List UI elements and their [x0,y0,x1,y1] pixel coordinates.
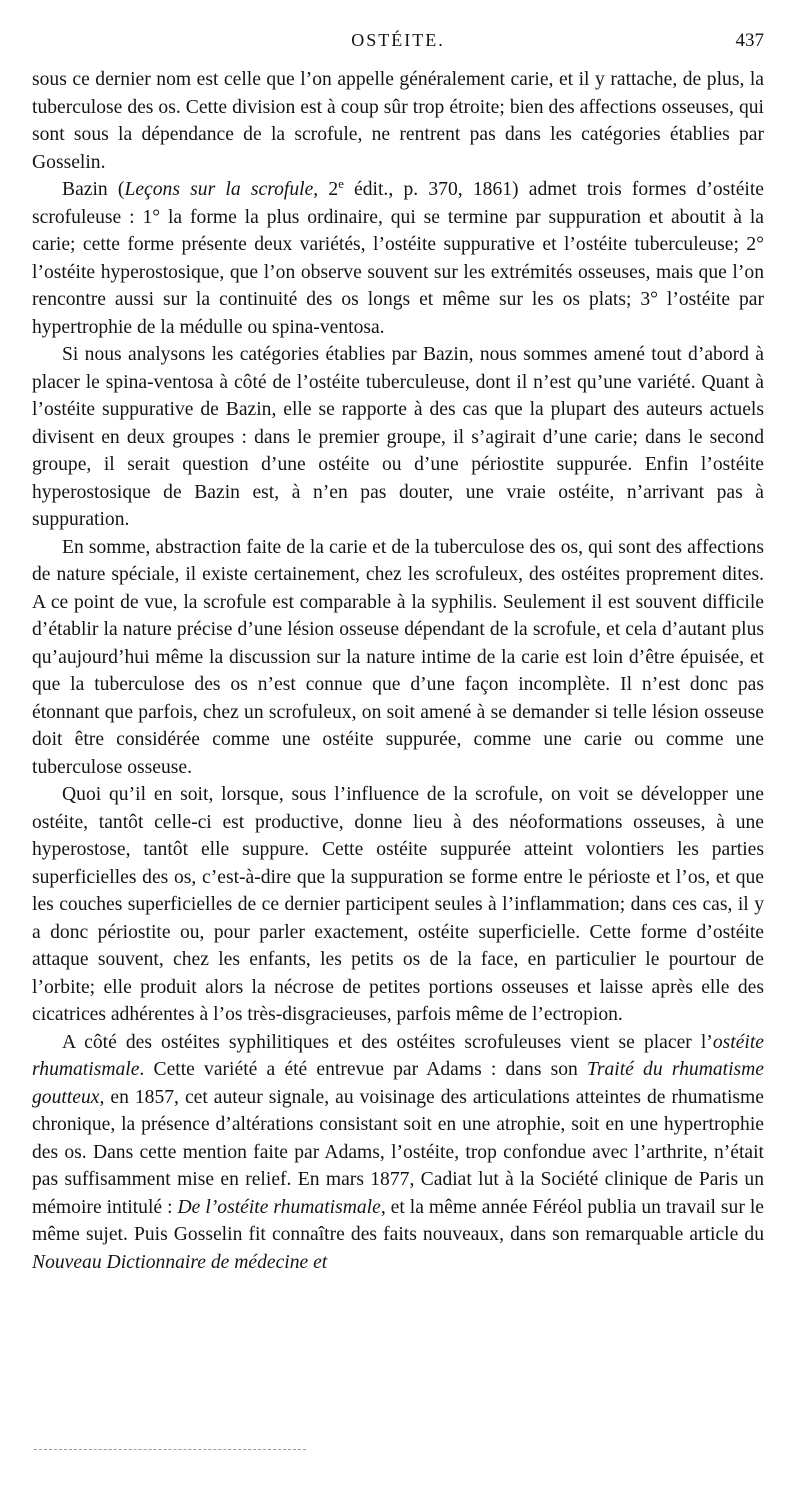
paragraph [32,176,764,341]
text-run: , et la même année Féréol publia un travail sur le même sujet. Puis Gosselin fit connaître des faits nouveaux, dans son remarquable article du [32,1196,764,1245]
body-text [32,66,764,1276]
paragraph [32,341,764,534]
italic-text: ostéite rhumatismale [32,1031,764,1080]
text-run: . Cette variété a été entrevue par Adams : dans son [139,1059,588,1080]
text-run: Bazin ( [62,179,125,200]
text-run: sous ce dernier nom est celle que l’on appelle généralement carie, et il y rattache, de plus, la tuberculose des os. Cette division est à coup sûr trop étroite; bien des affections osseuses, qui sont sous la dépendance de la scrofule, ne rentrent pas dans les catégories établies par Gosselin. [32,69,764,173]
text-run: A côté des ostéites syphilitiques et des ostéites scrofuleuses vient se placer l’ [62,1031,713,1053]
text-run: Si nous analysons les catégories établies par Bazin, nous sommes amené tout d’abord à placer le spina-ventosa à côté de l’ostéite tuberculeuse, dont il n’est qu’une variété. Quant à l’ostéite suppurative de Bazin, elle se rapporte à des cas que la plupart des auteurs actuels divisent en deux groupes : dans le premier groupe, il s’agirait d’une carie; dans le second groupe, il serait question d’une ostéite ou d’une périostite suppurée. Enfin l’ostéite hyperostosique de Bazin est, à n’en pas douter, une vraie ostéite, n’arrivant pas à suppuration. [32,344,764,530]
italic-text: Traité du rhumatisme goutteux [32,1059,765,1108]
paragraph [32,534,764,782]
running-title: OSTÉITE. [351,30,445,50]
superscript: e [338,177,344,191]
paragraph [32,1029,764,1277]
paragraph [32,781,764,1029]
italic-text: De l’ostéite rhumatismale [177,1196,381,1218]
paragraph [32,66,764,176]
text-run: édit., p. 370, 1861) admet trois formes d’ostéite scrofuleuse : 1° la forme la plus ordinaire, qui se termine par suppuration et aboutit à la carie; cette forme présente deux variétés, l’ostéite suppurative et l’ostéite tuberculeuse; 2° l’ostéite hyperostosique, que l’on observe souvent sur les extrémités osseuses, mais que l’on rencontre aussi sur la continuité des os longs et même sur les os plats; 3° l’ostéite par hypertrophie de la médulle ou spina-ventosa. [32,179,764,338]
page-header [32,30,764,56]
footer-rule [34,1449,306,1450]
text-run: , 2 [313,179,339,200]
text-run: En somme, abstraction faite de la carie et de la tuberculose des os, qui sont des affections de nature spéciale, il existe certainement, chez les scrofuleux, des ostéites proprement dites. A ce point de vue, la scrofule est comparable à la syphilis. Seulement il est souvent difficile d’établir la nature précise d’une lésion osseuse dépendant de la scrofule, et cela d’autant plus qu’aujourd’hui même la discussion sur la nature intime de la carie est loin d’être épuisée, et que la tuberculose des os n’est connue que d’une façon incomplète. Il n’est donc pas étonnant que parfois, chez un scrofuleux, on soit amené à se demander si telle lésion osseuse doit être considérée comme une ostéite suppurée, comme une carie ou comme une tuberculose osseuse. [32,536,764,778]
italic-text: Nouveau Dictionnaire de médecine et [32,1251,328,1273]
text-run: Quoi qu’il en soit, lorsque, sous l’influence de la scrofule, on voit se développer une ostéite, tantôt celle-ci est productive, donne lieu à des néoformations osseuses, à une hyperostose, tantôt elle suppure. Cette ostéite suppurée atteint volontiers les parties superficielles des os, c’est-à-dire que la suppuration se forme entre le périoste et l’os, et que les couches superficielles de ce dernier participent seules à l’inflammation; dans ces cas, il y a donc périostite ou, pour parler exactement, ostéite superficielle. Cette forme d’ostéite attaque souvent, chez les enfants, les petits os de la face, en particulier le pourtour de l’orbite; elle produit alors la nécrose de petites portions osseuses et laisse après elle des cicatrices adhérentes à l’os très-disgracieuses, parfois même de l’ectropion. [32,784,764,1025]
page-number: 437 [735,30,764,51]
italic-text: Leçons sur la scrofule [124,179,314,200]
text-run: , en 1857, cet auteur signale, au voisinage des articulations atteintes de rhumatisme chronique, la présence d’altérations consistant soit en une atrophie, soit en une hypertrophie des os. Dans cette mention faite par Adams, l’ostéite, trop confondue avec l’arthrite, n’était pas suffisamment mise en relief. En mars 1877, Cadiat lut à la Société clinique de Paris un mémoire intitulé : [32,1086,764,1218]
